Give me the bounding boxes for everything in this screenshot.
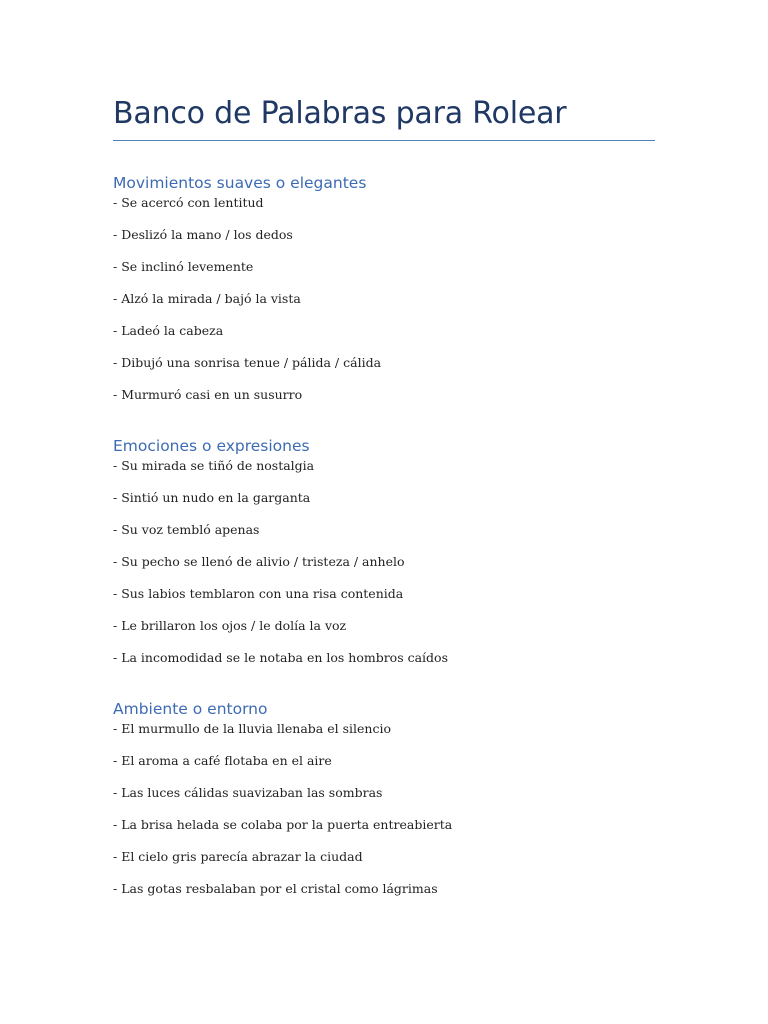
section-movimientos <box>113 172 655 404</box>
list-item: - Sintió un nudo en la garganta <box>113 490 311 505</box>
list-item: - Alzó la mirada / bajó la vista <box>113 291 301 306</box>
list-item: - El aroma a café flotaba en el aire <box>113 753 332 768</box>
list-item: - Se acercó con lentitud <box>113 195 264 210</box>
list-item: - Su voz tembló apenas <box>113 522 260 537</box>
section-heading: Emociones o expresiones <box>113 437 310 455</box>
list-item: - Deslizó la mano / los dedos <box>113 227 293 242</box>
section-heading: Movimientos suaves o elegantes <box>113 174 367 192</box>
document-title: Banco de Palabras para Rolear <box>113 92 655 141</box>
list-item: - Su mirada se tiñó de nostalgia <box>113 458 315 473</box>
list-item: - El murmullo de la lluvia llenaba el silencio <box>113 721 391 736</box>
list-item: - Sus labios temblaron con una risa contenida <box>113 586 404 601</box>
section-ambiente <box>113 698 655 898</box>
phrase-list <box>113 194 655 404</box>
list-item: - Le brillaron los ojos / le dolía la voz <box>113 618 347 633</box>
list-item: - Se inclinó levemente <box>113 259 254 274</box>
phrase-list <box>113 457 655 667</box>
list-item: - La brisa helada se colaba por la puerta entreabierta <box>113 817 453 832</box>
list-item: - El cielo gris parecía abrazar la ciudad <box>113 849 363 864</box>
list-item: - Su pecho se llenó de alivio / tristeza / anhelo <box>113 554 405 569</box>
phrase-list <box>113 720 655 898</box>
list-item: - Las gotas resbalaban por el cristal como lágrimas <box>113 881 438 896</box>
list-item: - Dibujó una sonrisa tenue / pálida / cálida <box>113 355 382 370</box>
list-item: - Ladeó la cabeza <box>113 323 224 338</box>
section-emociones <box>113 435 655 667</box>
list-item: - Las luces cálidas suavizaban las sombras <box>113 785 383 800</box>
section-heading: Ambiente o entorno <box>113 700 268 718</box>
document-page <box>113 92 655 898</box>
list-item: - Murmuró casi en un susurro <box>113 387 303 402</box>
list-item: - La incomodidad se le notaba en los hombros caídos <box>113 650 448 665</box>
